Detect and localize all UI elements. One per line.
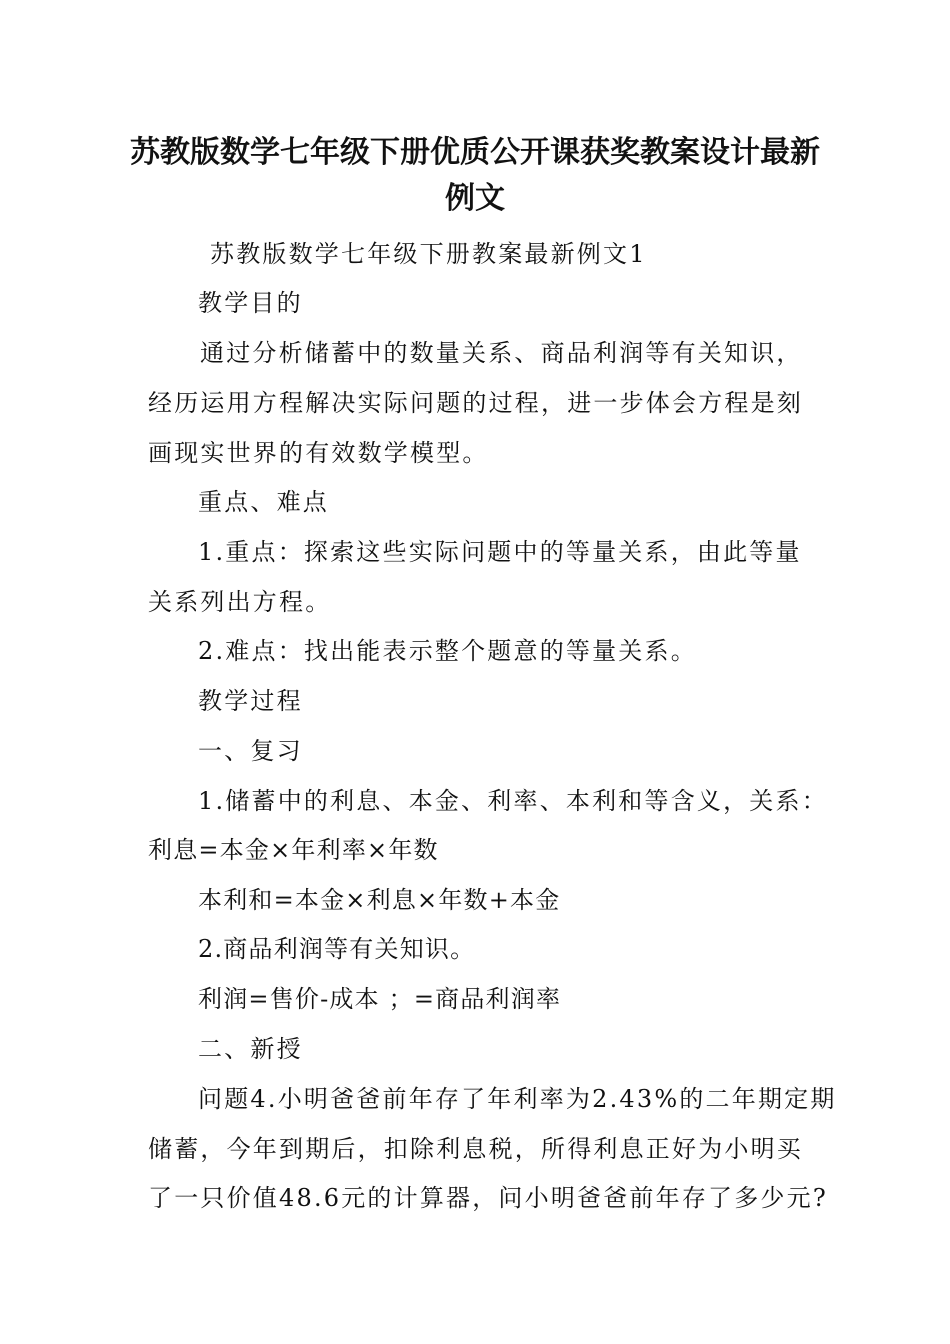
paragraph-line: 通过分析储蓄中的数量关系、商品利润等有关知识， bbox=[200, 339, 803, 367]
formula-line: 利息=本金×年利率×年数 bbox=[148, 836, 439, 864]
paragraph-line: 画现实世界的有效数学模型。 bbox=[148, 439, 489, 467]
paragraph-line: 2.商品利润等有关知识。 bbox=[198, 935, 476, 963]
formula-line: 利润=售价-成本 ；=商品利润率 bbox=[198, 985, 562, 1013]
heading-new-lesson: 二、新授 bbox=[198, 1035, 303, 1063]
paragraph-line: 1.重点：探索这些实际问题中的等量关系，由此等量 bbox=[198, 538, 802, 566]
paragraph-line: 了一只价值48.6元的计算器，问小明爸爸前年存了多少元? bbox=[148, 1184, 828, 1212]
subtitle-line: 苏教版数学七年级下册教案最新例文1 bbox=[210, 240, 647, 268]
paragraph-line: 关系列出方程。 bbox=[148, 588, 332, 616]
formula-line: 本利和=本金×利息×年数+本金 bbox=[198, 886, 561, 914]
heading-teaching-purpose: 教学目的 bbox=[198, 289, 303, 317]
paragraph-line: 经历运用方程解决实际问题的过程，进一步体会方程是刻 bbox=[148, 389, 803, 417]
paragraph-line: 1.储蓄中的利息、本金、利率、本利和等含义，关系： bbox=[198, 787, 828, 815]
paragraph-line: 储蓄，今年到期后，扣除利息税，所得利息正好为小明买 bbox=[148, 1135, 803, 1163]
heading-review: 一、复习 bbox=[198, 737, 303, 765]
heading-key-points: 重点、难点 bbox=[198, 488, 329, 516]
heading-teaching-process: 教学过程 bbox=[198, 687, 303, 715]
paragraph-line: 2.难点：找出能表示整个题意的等量关系。 bbox=[198, 637, 697, 665]
document-title: 苏教版数学七年级下册优质公开课获奖教案设计最新例文 bbox=[130, 135, 820, 216]
paragraph-line: 问题4.小明爸爸前年存了年利率为2.43%的二年期定期 bbox=[198, 1085, 837, 1113]
